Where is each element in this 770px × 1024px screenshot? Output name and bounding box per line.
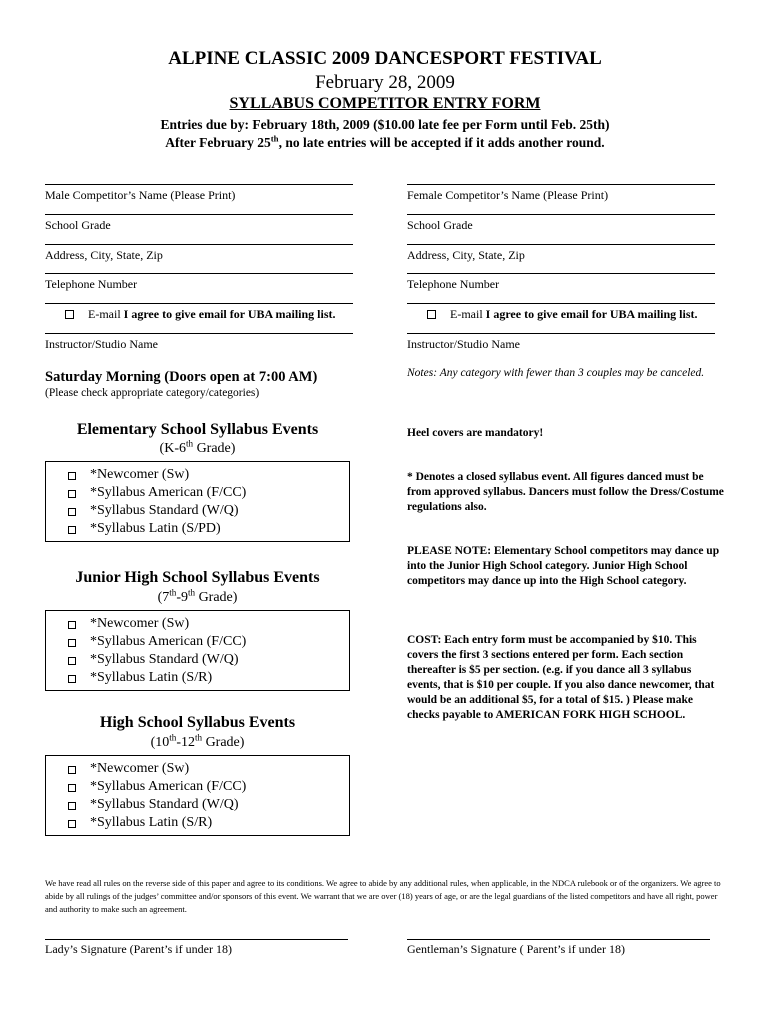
event-checkbox[interactable] [68,490,76,498]
event-item[interactable] [46,796,349,814]
female-school-grade-field[interactable] [407,214,715,233]
grade-text: (K-6 [159,441,186,456]
notes-heel-covers: Heel covers are mandatory! [407,427,544,439]
female-telephone-field[interactable] [407,273,715,292]
elementary-events-box [45,461,350,542]
event-label: *Syllabus Standard (W/Q) [90,503,239,518]
address-label: Address, City, State, Zip [45,248,163,262]
notes-fewer-couples: Notes: Any category with fewer than 3 couples may be canceled. [407,367,705,379]
instructor-label: Instructor/Studio Name [407,337,520,351]
female-address-field[interactable] [407,244,715,263]
female-name-label: Female Competitor’s Name (Please Print) [407,188,609,202]
junior-high-grade [45,587,350,606]
legal-agreement: We have read all rules on the reverse side of this paper and agree to its conditions. We agree to abide by any additional rules, when applicable, in the NDCA rulebook or of the organizers. We agree to abide by all rulings of the judges’ committee and/or sponsors of this event. We warrant that we are over (18) years of age, or are the legal guardians of the listed competitors and have all right, power and authority to make such an agreement. [45,878,721,914]
event-checkbox[interactable] [68,675,76,683]
saturday-subheading: (Please check appropriate category/categories) [45,387,260,399]
event-checkbox[interactable] [68,472,76,480]
grade-sup: th [194,732,203,743]
instructor-label: Instructor/Studio Name [45,337,158,351]
event-item[interactable] [46,633,349,651]
lady-signature-line[interactable] [45,939,348,940]
address-label: Address, City, State, Zip [407,248,525,262]
email-checkbox[interactable] [427,310,436,319]
event-checkbox[interactable] [68,621,76,629]
high-school-grade [45,732,350,751]
event-item[interactable] [46,778,349,796]
grade-sup: th [187,587,196,598]
grade-text: Grade) [195,590,238,605]
event-label: *Syllabus Standard (W/Q) [90,652,239,667]
male-instructor-field[interactable] [45,333,353,352]
male-telephone-field[interactable] [45,273,353,292]
male-school-grade-field[interactable] [45,214,353,233]
email-label: E-mail [88,307,124,321]
saturday-heading: Saturday Morning (Doors open at 7:00 AM) [45,369,318,385]
junior-high-events-box [45,610,350,691]
lady-signature-label: Lady’s Signature (Parent’s if under 18) [45,942,232,956]
event-label: *Newcomer (Sw) [90,616,190,631]
event-item[interactable] [46,502,349,520]
gentleman-signature-label: Gentleman’s Signature ( Parent’s if under 18) [407,942,625,956]
event-checkbox[interactable] [68,526,76,534]
event-label: *Newcomer (Sw) [90,761,190,776]
entries-due-text: Entries due by: February 18th, 2009 ($10.00 late fee per Form until Feb. 25th) [160,117,610,132]
event-item[interactable] [46,615,349,633]
email-agree-text: I agree to give email for UBA mailing list. [123,307,336,321]
late-pre: After February 25 [165,135,271,150]
event-label: *Syllabus Latin (S/PD) [90,521,221,536]
event-item[interactable] [46,651,349,669]
event-item[interactable] [46,520,349,538]
event-label: *Syllabus American (F/CC) [90,485,247,500]
event-label: *Syllabus Latin (S/R) [90,815,213,830]
elementary-section-title: Elementary School Syllabus Events [76,421,319,438]
grade-text: -9 [176,590,188,605]
school-grade-label: School Grade [45,218,111,232]
notes-please-note: PLEASE NOTE: Elementary School competitors may dance up into the Junior High School category. Junior High School competitors may dance up into the High School category. [407,545,720,587]
grade-text: (10 [150,735,170,750]
grade-text: (7 [157,590,170,605]
event-label: *Syllabus Standard (W/Q) [90,797,239,812]
form-title: ALPINE CLASSIC 2009 DANCESPORT FESTIVAL [168,48,602,69]
grade-text: Grade) [193,441,236,456]
school-grade-label: School Grade [407,218,473,232]
telephone-label: Telephone Number [407,277,500,291]
telephone-label: Telephone Number [45,277,138,291]
form-subtitle: SYLLABUS COMPETITOR ENTRY FORM [229,95,541,112]
notes-cost: COST: Each entry form must be accompanied by $10. This covers the first 3 sections entered per form. Each section thereafter is $5 per section. (e.g. if you dance all 3 syllabus events, that is $10 per couple. If you also dance newcomer, that would be an additional $5, for a total of $15. ) Please make checks payable to AMERICAN FORK HIGH SCHOOL. [407,634,715,721]
notes-closed-syllabus: * Denotes a closed syllabus event. All figures danced must be from approved syllabus. Dancers must follow the Dress/Costume regulations also. [407,471,724,513]
male-email-field[interactable] [45,303,353,322]
junior-high-section-title: Junior High School Syllabus Events [75,569,320,586]
event-checkbox[interactable] [68,639,76,647]
event-checkbox[interactable] [68,657,76,665]
male-name-field[interactable] [45,184,353,203]
event-item[interactable] [46,484,349,502]
male-address-field[interactable] [45,244,353,263]
elementary-grade [45,438,350,457]
event-label: *Syllabus Latin (S/R) [90,670,213,685]
email-agree-text: I agree to give email for UBA mailing list. [485,307,698,321]
male-name-label: Male Competitor’s Name (Please Print) [45,188,236,202]
grade-sup: th [169,732,177,743]
event-label: *Syllabus American (F/CC) [90,779,247,794]
high-school-events-box [45,755,350,836]
late-sup: th [270,133,279,144]
event-label: *Syllabus American (F/CC) [90,634,247,649]
event-checkbox[interactable] [68,508,76,516]
grade-sup: th [169,587,177,598]
event-item[interactable] [46,760,349,778]
event-checkbox[interactable] [68,784,76,792]
email-label: E-mail [450,307,486,321]
event-checkbox[interactable] [68,802,76,810]
event-checkbox[interactable] [68,820,76,828]
grade-text: Grade) [202,735,245,750]
event-label: *Newcomer (Sw) [90,467,190,482]
email-checkbox[interactable] [65,310,74,319]
female-email-field[interactable] [407,303,715,322]
event-date: February 28, 2009 [315,72,455,93]
late-entries-text [0,135,770,151]
late-post: , no late entries will be accepted if it adds another round. [278,135,605,150]
event-item[interactable] [46,669,349,687]
grade-text: -12 [176,735,195,750]
female-name-field[interactable] [407,184,715,203]
event-item[interactable] [46,466,349,484]
event-checkbox[interactable] [68,766,76,774]
female-instructor-field[interactable] [407,333,715,352]
gentleman-signature-line[interactable] [407,939,710,940]
grade-sup: th [185,438,194,449]
high-school-section-title: High School Syllabus Events [99,714,296,731]
event-item[interactable] [46,814,349,832]
